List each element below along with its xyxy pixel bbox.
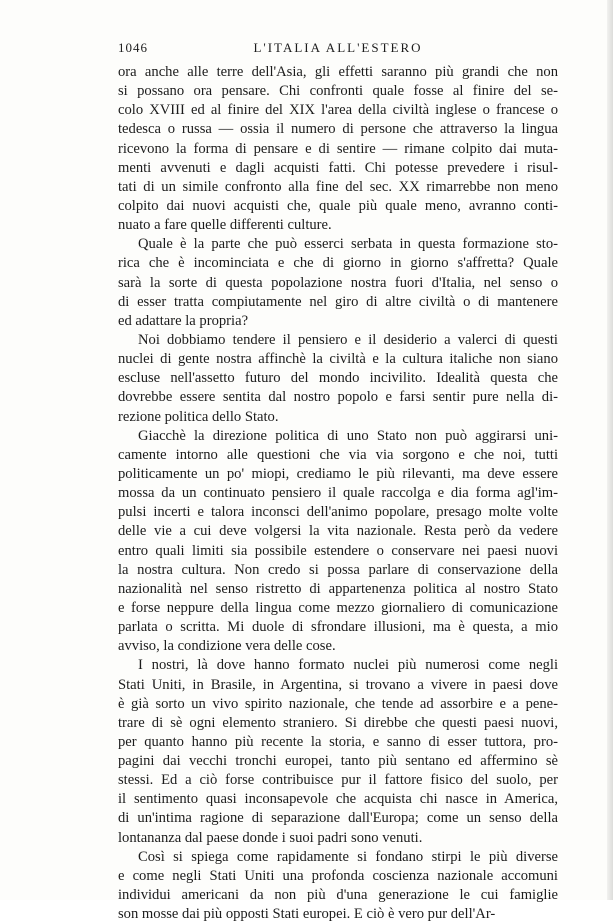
text-line: son mosse dai più opposti Stati europei. E ciò è vero pur dell'Ar-: [118, 906, 496, 923]
text-line: di un'intima ragione di separazione dall'Europa; come un senso della: [118, 810, 558, 827]
text-line: rezione politica dello Stato.: [118, 408, 279, 425]
text-line: trare di sè ogni elemento straniero. Si direbbe che questi paesi nuovi,: [118, 714, 558, 731]
text-line: I nostri, là dove hanno formato nuclei più numerosi come negli: [138, 657, 558, 674]
paragraph: [118, 656, 558, 847]
text-line: è già sorto un vivo spirito nazionale, che tende ad assorbire e a pene-: [118, 695, 558, 712]
text-line: stessi. Ed a ciò forse contribuisce pur il fattore fisico del suolo, per: [118, 772, 558, 789]
page-number: 1046: [118, 40, 148, 55]
paragraph: [118, 235, 558, 331]
text-line: sarà la sorte di questa popolazione nostra fuori d'Italia, nel senso o: [118, 274, 558, 291]
text-line: si possano ora pensare. Chi confronti quale fosse al finire del se-: [118, 83, 558, 100]
text-line: di esser tratta compiutamente nel giro di altre civiltà o di mantenere: [118, 293, 558, 310]
text-line: Quale è la parte che può esserci serbata in questa formazione sto-: [138, 236, 558, 253]
text-line: tedesca o russa — ossia il numero di persone che attraverso la lingua: [118, 121, 558, 138]
text-line: per quanto hanno più recente la storia, e sanno di esser tuttora, pro-: [118, 733, 558, 750]
text-line: delle vie a cui deve volgersi la vita nazionale. Resta però da vedere: [118, 523, 558, 540]
text-line: ricevono la forma di pensare e di sentire — rimane colpito dai muta-: [118, 140, 558, 157]
paragraph: [118, 331, 558, 427]
text-line: pagini dai vecchi tronchi europei, tanto più sentano ed affermino sè: [118, 753, 558, 770]
running-title: L'ITALIA ALL'ESTERO: [253, 40, 423, 55]
paragraph: [118, 848, 558, 924]
text-line: menti avvenuti e dagli acquisti fatti. Chi potesse prevedere i risul-: [118, 159, 558, 176]
text-line: ora anche alle terre dell'Asia, gli effetti saranno più grandi che non: [118, 64, 558, 80]
text-line: e forse neppure della lingua come mezzo giornaliero di comunicazione: [118, 599, 558, 616]
text-line: politicamente un po' miopi, crediamo le più rilevanti, ma deve essere: [118, 465, 558, 482]
page-edge-shadow: [607, 0, 613, 900]
body-text: [118, 63, 558, 924]
text-line: nuclei di gente nostra affinchè la civiltà e la cultura italiche non siano: [118, 351, 558, 368]
text-line: avviso, la condizione vera delle cose.: [118, 638, 336, 655]
text-line: nuato a fare quelle differenti culture.: [118, 217, 332, 234]
text-line: mossa da un continuato pensiero il quale raccolga e dia forma agl'im-: [118, 485, 558, 502]
text-line: entro quali limiti sia possibile estendere o conservare nei paesi nuovi: [118, 542, 558, 559]
text-line: pulsi incerti e talora inconsci dell'animo popolare, presago molte volte: [118, 504, 558, 521]
text-line: il sentimento quasi inconsapevole che acquista chi nasce in America,: [118, 791, 558, 808]
text-line: Giacchè la direzione politica di uno Stato non può aggirarsi uni-: [138, 427, 558, 444]
text-line: Noi dobbiamo tendere il pensiero e il desiderio a valerci di questi: [138, 331, 558, 348]
text-line: Così si spiega come rapidamente si fondano stirpi le più diverse: [138, 848, 558, 865]
text-line: colo XVIII ed al finire del XIX l'area della civiltà inglese o francese o: [118, 102, 558, 119]
text-line: nazionalità nel senso ristretto di appartenenza politica al nostro Stato: [118, 580, 558, 597]
text-line: Stati Uniti, in Brasile, in Argentina, si trovano a vivere in paesi dove: [118, 676, 558, 693]
text-line: e come negli Stati Uniti una profonda coscienza nazionale accomuni: [118, 867, 558, 884]
text-line: tati di un simile confronto alla fine del sec. XX rimarrebbe non meno: [118, 178, 558, 195]
text-line: dovrebbe essere sentita dal nostro popolo e farsi sentir pure nella di-: [118, 389, 558, 406]
running-head: [118, 40, 558, 58]
text-line: colpito dai nuovi acquisti che, quale più quale meno, avranno conti-: [118, 197, 558, 214]
text-line: rica che è incominciata e che di giorno in giorno s'affretta? Quale: [118, 255, 558, 272]
paragraph: [118, 427, 558, 657]
text-line: ed adattare la propria?: [118, 312, 249, 329]
text-line: lontananza dal paese donde i suoi padri sono venuti.: [118, 829, 423, 846]
text-line: camente intorno alle questioni che via via sorgono e che noi, tutti: [118, 446, 558, 463]
text-line: parlata o scritta. Mi duole di sfrondare illusioni, ma è questa, a mio: [118, 619, 558, 636]
paragraph: [118, 63, 558, 235]
text-line: la nostra cultura. Non credo si possa parlare di conservazione della: [118, 561, 558, 578]
text-line: escluse nell'assetto futuro del mondo incivilito. Idealità questa che: [118, 370, 558, 387]
text-line: individui americani da non più d'una generazione le cui famiglie: [118, 887, 558, 904]
